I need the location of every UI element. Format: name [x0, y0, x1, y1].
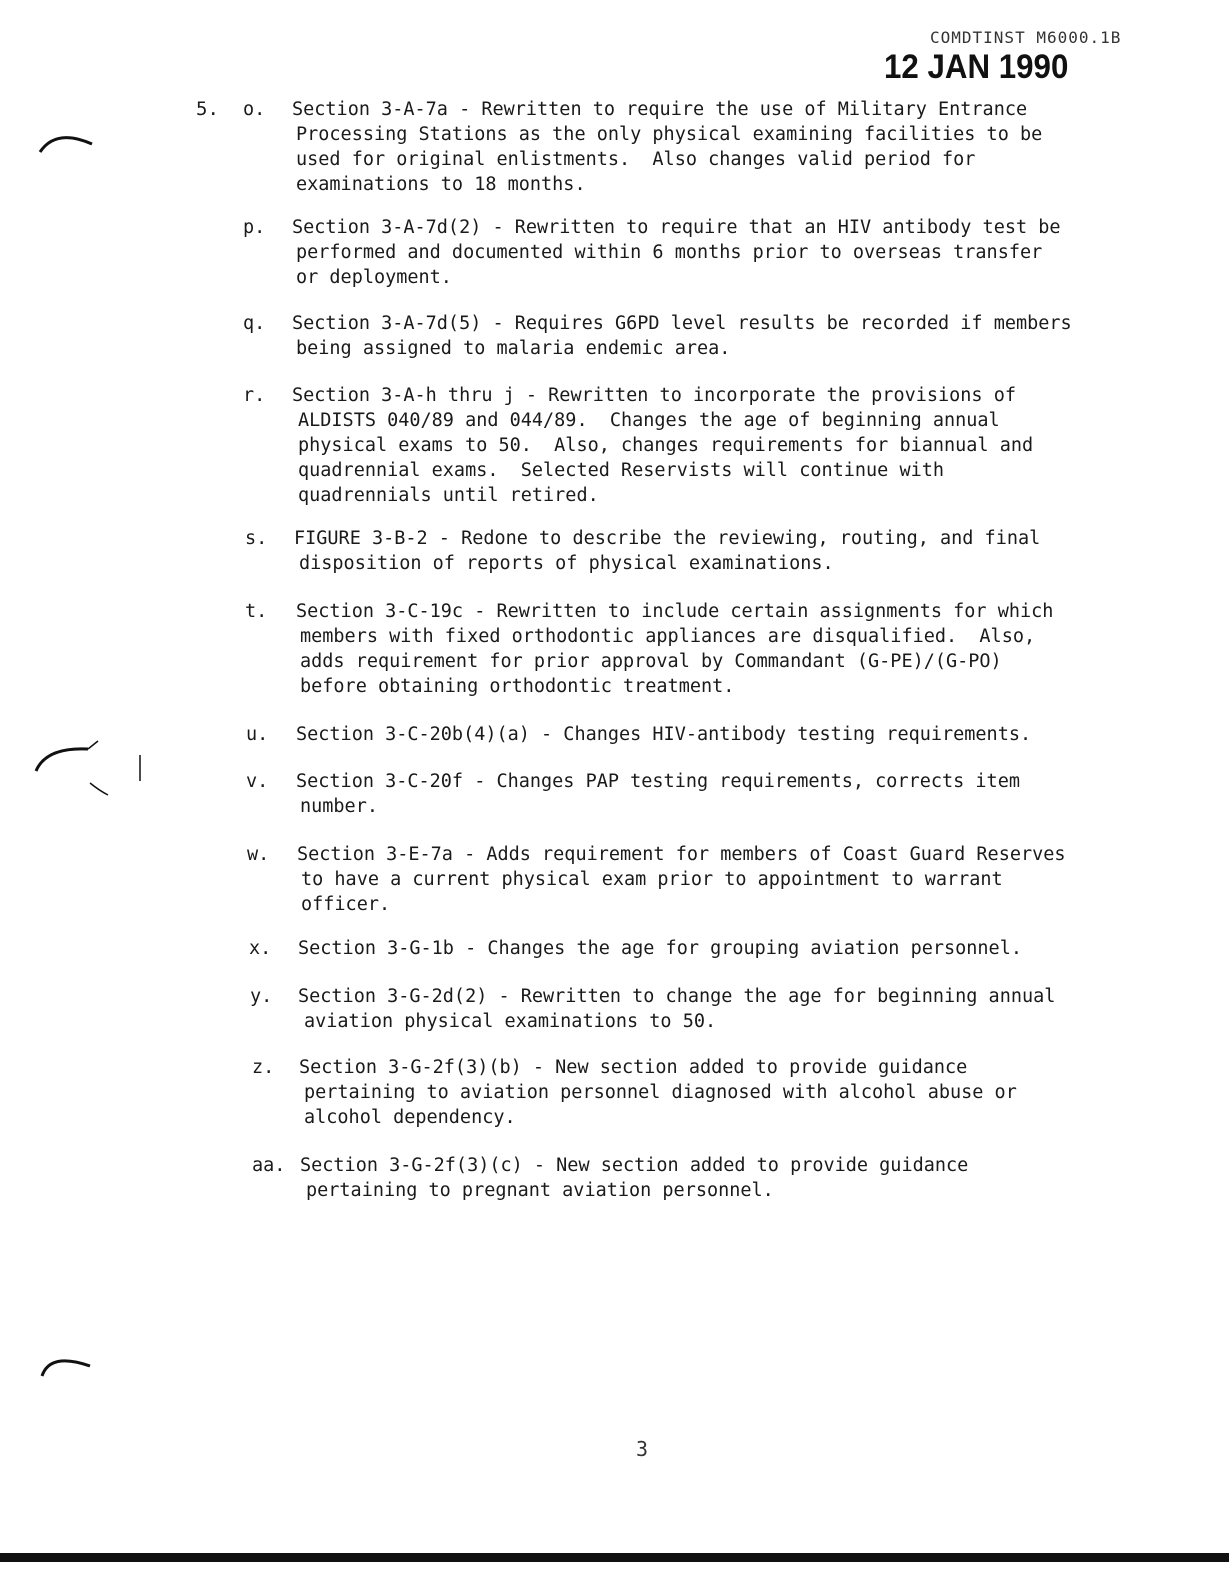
- item-line: Section 3-G-1b - Changes the age for grouping aviation personnel.: [298, 938, 1022, 959]
- item-line: Section 3-A-7d(2) - Rewritten to require that an HIV antibody test be: [292, 217, 1061, 238]
- item-letter: p.: [243, 217, 266, 238]
- document-date-text: 12 JAN 1990: [884, 48, 1069, 86]
- item-letter: aa.: [252, 1155, 286, 1176]
- item-line: to have a current physical exam prior to appointment to warrant: [301, 869, 1003, 890]
- item-line: Section 3-G-2f(3)(b) - New section added to provide guidance: [299, 1057, 968, 1078]
- item-text: [292, 97, 1152, 197]
- item-text: [300, 1153, 1160, 1203]
- item-text: [294, 526, 1154, 576]
- item-line: pertaining to pregnant aviation personnel.: [306, 1180, 774, 1201]
- item-line: being assigned to malaria endemic area.: [296, 338, 731, 359]
- item-line: officer.: [301, 894, 391, 915]
- item-text: [297, 842, 1157, 917]
- item-line: Section 3-A-7d(5) - Requires G6PD level results be recorded if members: [292, 313, 1072, 334]
- item-line: pertaining to aviation personnel diagnosed with alcohol abuse or: [304, 1082, 1017, 1103]
- item-line: alcohol dependency.: [304, 1107, 516, 1128]
- item-line: before obtaining orthodontic treatment.: [300, 676, 735, 697]
- item-text: [296, 599, 1156, 699]
- item-letter: r.: [243, 385, 266, 406]
- item-text: [298, 936, 1158, 961]
- punch-hole-mark: [36, 1344, 100, 1384]
- item-line: Section 3-C-20b(4)(a) - Changes HIV-antibody testing requirements.: [296, 724, 1032, 745]
- page-number: 3: [636, 1437, 649, 1461]
- item-text: [296, 769, 1156, 819]
- item-line: examinations to 18 months.: [296, 174, 586, 195]
- item-line: aviation physical examinations to 50.: [304, 1011, 717, 1032]
- item-text: [296, 722, 1156, 747]
- punch-hole-mark: [36, 124, 100, 160]
- item-text: [299, 1055, 1159, 1130]
- item-line: quadrennials until retired.: [298, 485, 599, 506]
- item-text: [292, 383, 1152, 508]
- item-line: adds requirement for prior approval by Commandant (G-PE)/(G-PO): [300, 651, 1002, 672]
- item-letter: t.: [245, 601, 268, 622]
- item-line: number.: [300, 796, 378, 817]
- item-letter: q.: [243, 313, 266, 334]
- item-line: Section 3-A-7a - Rewritten to require the use of Military Entrance: [292, 99, 1028, 120]
- item-letter: w.: [247, 844, 270, 865]
- item-line: FIGURE 3-B-2 - Redone to describe the reviewing, routing, and final: [294, 528, 1041, 549]
- item-letter: u.: [246, 724, 269, 745]
- item-line: Section 3-C-20f - Changes PAP testing requirements, corrects item: [296, 771, 1020, 792]
- document-reference: COMDTINST M6000.1B: [930, 28, 1122, 47]
- item-text: [298, 984, 1158, 1034]
- item-line: quadrennial exams. Selected Reservists will continue with: [298, 460, 945, 481]
- item-letter: y.: [250, 986, 273, 1007]
- item-line: physical exams to 50. Also, changes requirements for biannual and: [298, 435, 1034, 456]
- item-text: [292, 311, 1152, 361]
- paragraph-number: 5.: [196, 98, 219, 120]
- punch-hole-mark: [30, 735, 150, 805]
- item-line: members with fixed orthodontic appliances are disqualified. Also,: [300, 626, 1036, 647]
- item-line: Section 3-G-2f(3)(c) - New section added to provide guidance: [300, 1155, 969, 1176]
- item-text: [292, 215, 1152, 290]
- item-line: Processing Stations as the only physical examining facilities to be: [296, 124, 1043, 145]
- item-letter: v.: [246, 771, 269, 792]
- item-letter: x.: [249, 938, 272, 959]
- item-letter: s.: [245, 528, 268, 549]
- scan-border-bar: [0, 1553, 1229, 1562]
- item-line: Section 3-A-h thru j - Rewritten to incorporate the provisions of: [292, 385, 1016, 406]
- item-line: disposition of reports of physical examinations.: [299, 553, 834, 574]
- item-line: Section 3-E-7a - Adds requirement for members of Coast Guard Reserves: [297, 844, 1066, 865]
- item-line: performed and documented within 6 months prior to overseas transfer: [296, 242, 1043, 263]
- item-line: Section 3-C-19c - Rewritten to include certain assignments for which: [296, 601, 1054, 622]
- item-line: used for original enlistments. Also changes valid period for: [296, 149, 976, 170]
- document-date: [884, 48, 1084, 87]
- item-line: ALDISTS 040/89 and 044/89. Changes the age of beginning annual: [298, 410, 1000, 431]
- item-letter: o.: [243, 99, 266, 120]
- item-line: or deployment.: [296, 267, 452, 288]
- item-letter: z.: [252, 1057, 275, 1078]
- item-line: Section 3-G-2d(2) - Rewritten to change the age for beginning annual: [298, 986, 1056, 1007]
